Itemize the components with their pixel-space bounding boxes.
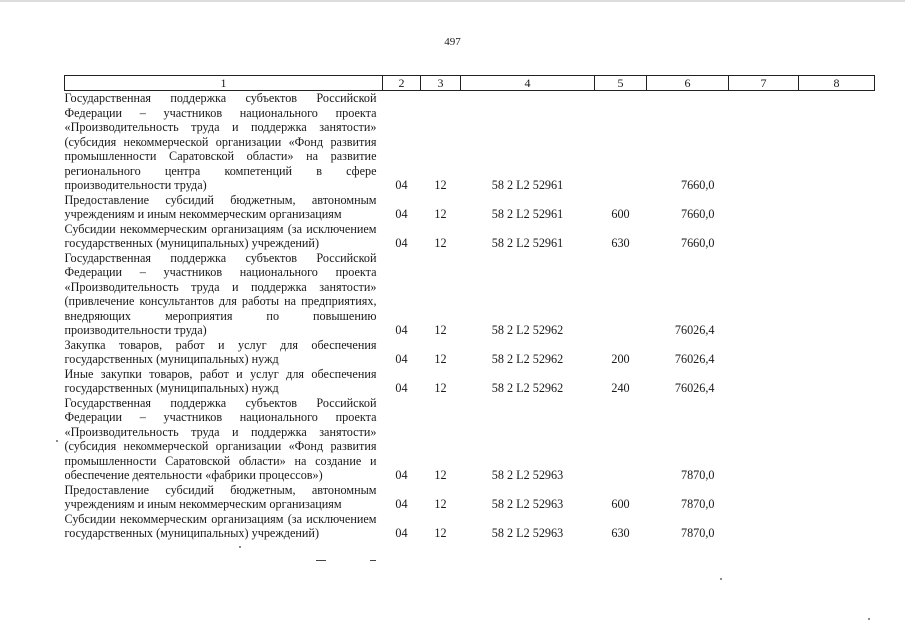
header-col-7: 7	[729, 76, 799, 91]
row-cell-col-7	[729, 396, 799, 483]
row-cell-col-3: 12	[434, 207, 447, 221]
row-cell-col-6: 7660,0	[680, 178, 715, 192]
header-col-6: 6	[647, 76, 729, 91]
page-number: 497	[444, 36, 461, 48]
row-cell-col-6: 7870,0	[680, 497, 715, 511]
row-cell-col-2: 04	[395, 352, 408, 366]
row-cell-col-7	[729, 222, 799, 251]
row-cell-col-8	[799, 367, 875, 396]
table-row	[65, 483, 875, 512]
row-cell-col-6: 76026,4	[674, 323, 715, 337]
row-cell-col-8	[799, 396, 875, 483]
row-cell-col-3: 12	[434, 497, 447, 511]
table-row	[65, 396, 875, 483]
row-cell-col-4: 58 2 L2 52961	[491, 236, 564, 250]
row-description: Государственная поддержка субъектов Российской Федерации – участников национального проекта «Производительность труда и поддержка занятости» (привлечение консультантов для работы на предприятиях, внедряющих мероприятия по повышению производительности труда)	[64, 250, 377, 337]
row-cell-col-2: 04	[395, 468, 408, 482]
row-cell-col-2: 04	[395, 178, 408, 192]
row-cell-col-7	[729, 483, 799, 512]
scan-mark	[316, 560, 326, 561]
header-col-2: 2	[383, 76, 421, 91]
row-cell-col-5: 200	[611, 352, 630, 366]
row-cell-col-7	[729, 251, 799, 338]
row-cell-col-8	[799, 222, 875, 251]
row-cell-col-5	[595, 396, 647, 483]
row-cell-col-5: 600	[611, 497, 630, 511]
row-cell-col-5	[595, 91, 647, 193]
scan-speck	[239, 546, 241, 548]
row-cell-col-6: 76026,4	[674, 352, 715, 366]
row-cell-col-5: 630	[611, 526, 630, 540]
row-cell-col-7	[729, 512, 799, 541]
row-cell-col-6: 7870,0	[680, 468, 715, 482]
header-col-3: 3	[421, 76, 461, 91]
row-description: Иные закупки товаров, работ и услуг для обеспечения государственных (муниципальных) нужд	[64, 366, 377, 395]
table-row	[65, 338, 875, 367]
row-cell-col-2: 04	[395, 497, 408, 511]
row-cell-col-8	[799, 91, 875, 193]
scan-speck	[868, 618, 870, 620]
row-cell-col-3: 12	[434, 178, 447, 192]
row-cell-col-4: 58 2 L2 52961	[491, 207, 564, 221]
row-cell-col-8	[799, 251, 875, 338]
header-col-4: 4	[461, 76, 595, 91]
row-description: Субсидии некоммерческим организациям (за исключением государственных (муниципальных) учреждений)	[64, 221, 377, 250]
row-cell-col-2: 04	[395, 323, 408, 337]
scan-mark	[370, 560, 376, 561]
row-cell-col-6: 7660,0	[680, 236, 715, 250]
scan-speck	[56, 440, 58, 442]
row-cell-col-8	[799, 193, 875, 222]
row-description: Субсидии некоммерческим организациям (за исключением государственных (муниципальных) учреждений)	[64, 511, 377, 540]
row-cell-col-2: 04	[395, 236, 408, 250]
row-cell-col-4: 58 2 L2 52962	[491, 381, 564, 395]
scan-speck	[720, 578, 722, 580]
row-description: Государственная поддержка субъектов Российской Федерации – участников национального проекта «Производительность труда и поддержка занятости» (субсидия некоммерческой организации «Фонд развития промышленности Саратовской области» на создание и обеспечение деятельности «фабрики процессов»)	[64, 395, 377, 482]
header-col-1: 1	[65, 76, 383, 91]
row-cell-col-2: 04	[395, 381, 408, 395]
row-cell-col-5: 630	[611, 236, 630, 250]
row-description: Закупка товаров, работ и услуг для обеспечения государственных (муниципальных) нужд	[64, 337, 377, 366]
table-row	[65, 251, 875, 338]
table-row	[65, 193, 875, 222]
row-cell-col-6: 76026,4	[674, 381, 715, 395]
scan-edge	[0, 0, 905, 2]
row-cell-col-4: 58 2 L2 52963	[491, 468, 564, 482]
row-cell-col-3: 12	[434, 236, 447, 250]
row-cell-col-4: 58 2 L2 52963	[491, 526, 564, 540]
row-cell-col-7	[729, 367, 799, 396]
header-col-5: 5	[595, 76, 647, 91]
row-cell-col-8	[799, 483, 875, 512]
table-row	[65, 91, 875, 193]
row-cell-col-8	[799, 338, 875, 367]
row-cell-col-3: 12	[434, 526, 447, 540]
row-cell-col-7	[729, 193, 799, 222]
budget-table	[64, 75, 875, 541]
row-cell-col-6: 7870,0	[680, 526, 715, 540]
table-row	[65, 512, 875, 541]
row-cell-col-5: 240	[611, 381, 630, 395]
row-cell-col-6: 7660,0	[680, 207, 715, 221]
row-description: Государственная поддержка субъектов Российской Федерации – участников национального проекта «Производительность труда и поддержка занятости» (субсидия некоммерческой организации «Фонд развития промышленности Саратовской области» на развитие регионального центра компетенций в сфере производительности труда)	[64, 91, 377, 192]
row-cell-col-5: 600	[611, 207, 630, 221]
row-description: Предоставление субсидий бюджетным, автономным учреждениям и иным некоммерческим организациям	[64, 482, 377, 511]
row-cell-col-4: 58 2 L2 52961	[491, 178, 564, 192]
row-cell-col-4: 58 2 L2 52962	[491, 352, 564, 366]
row-cell-col-4: 58 2 L2 52962	[491, 323, 564, 337]
row-cell-col-5	[595, 251, 647, 338]
table-row	[65, 222, 875, 251]
row-description: Предоставление субсидий бюджетным, автономным учреждениям и иным некоммерческим организациям	[64, 192, 377, 221]
row-cell-col-4: 58 2 L2 52963	[491, 497, 564, 511]
row-cell-col-3: 12	[434, 381, 447, 395]
row-cell-col-8	[799, 512, 875, 541]
row-cell-col-7	[729, 338, 799, 367]
row-cell-col-3: 12	[434, 323, 447, 337]
row-cell-col-2: 04	[395, 526, 408, 540]
table-body	[65, 91, 875, 541]
row-cell-col-3: 12	[434, 468, 447, 482]
row-cell-col-2: 04	[395, 207, 408, 221]
table-row	[65, 367, 875, 396]
header-col-8: 8	[799, 76, 875, 91]
row-cell-col-3: 12	[434, 352, 447, 366]
row-cell-col-7	[729, 91, 799, 193]
table-header-row	[65, 76, 875, 91]
